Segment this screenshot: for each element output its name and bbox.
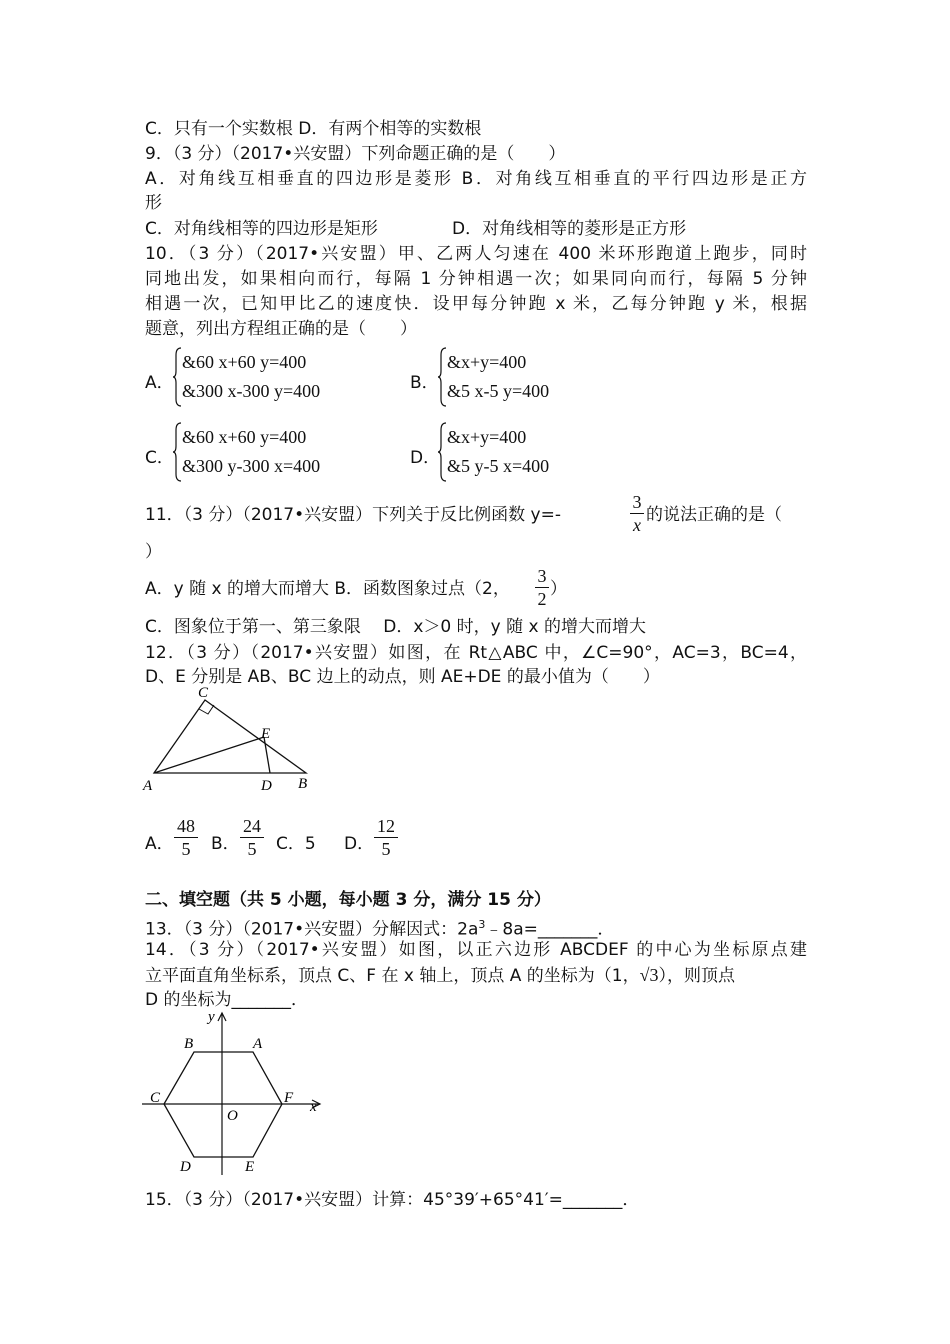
fraction-denominator: 5 xyxy=(181,839,191,859)
fraction-numerator: 3 xyxy=(632,492,642,512)
q14-sqrt3: √3 xyxy=(639,965,659,985)
fraction-denominator: 5 xyxy=(381,839,391,859)
q10-option-c-eq2: &300 y-300 x=400 xyxy=(182,456,321,476)
brace-icon xyxy=(172,422,182,482)
q12-option-c: C．5 xyxy=(276,834,316,854)
label-c: C xyxy=(198,685,209,701)
q10-stem-line4: 题意，列出方程组正确的是（ ） xyxy=(145,319,417,339)
label-a: A xyxy=(143,778,153,794)
q10-option-a-eq1: &60 x+60 y=400 xyxy=(182,352,307,372)
q11-stem-pre: 11．（3 分）（2017•兴安盟）下列关于反比例函数 y=- xyxy=(145,505,561,525)
q12-stem-line2: D、E 分别是 AB、BC 边上的动点，则 AE+DE 的最小值为（ ） xyxy=(145,667,660,687)
triangle-abc xyxy=(154,700,306,773)
q12-option-d-label: D． xyxy=(344,834,375,854)
q13-exponent: 3 xyxy=(478,918,486,931)
section-2-heading: 二、填空题（共 5 小题，每小题 3 分，满分 15 分） xyxy=(145,890,551,910)
q10-stem-line2: 同地出发，如果相向而行，每隔 1 分钟相遇一次；如果同向而行，每隔 5 分钟 xyxy=(145,269,807,289)
fraction-bar xyxy=(374,837,398,838)
q12-option-b-fraction xyxy=(240,816,264,859)
fraction-bar xyxy=(174,837,198,838)
q10-option-d-label: D． xyxy=(410,448,441,468)
brace-icon xyxy=(437,347,447,407)
q12-triangle-figure xyxy=(140,683,320,795)
q11-stem-fraction xyxy=(630,492,644,535)
brace-icon xyxy=(437,422,447,482)
fraction-denominator: 2 xyxy=(537,589,547,609)
q9-options-ab: A．对角线互相垂直的四边形是菱形 B．对角线互相垂直的平行四边形是正方 xyxy=(145,169,807,189)
q9-stem: 9．（3 分）（2017•兴安盟）下列命题正确的是（ ） xyxy=(145,144,566,164)
label-d: D xyxy=(180,1159,191,1175)
label-c: C xyxy=(150,1090,161,1106)
q9-option-c: C．对角线相等的四边形是矩形 xyxy=(145,219,378,239)
segment-de xyxy=(264,737,270,773)
q10-option-b-eq2: &5 x-5 y=400 xyxy=(447,381,550,401)
fraction-denominator: x xyxy=(633,515,641,535)
q12-option-b-label: B． xyxy=(211,834,240,854)
q12-option-d-fraction xyxy=(374,816,398,859)
brace-icon xyxy=(172,347,182,407)
fraction-numerator: 12 xyxy=(377,816,395,836)
fraction-numerator: 48 xyxy=(177,816,195,836)
q11-stem-post: 的说法正确的是（ xyxy=(646,505,782,525)
label-b: B xyxy=(298,776,308,792)
q12-option-a-label: A． xyxy=(145,834,174,854)
label-f: F xyxy=(284,1090,294,1106)
q14-stem-line1: 14．（3 分）（2017•兴安盟）如图，以正六边形 ABCDEF 的中心为坐标原点建 xyxy=(145,940,807,960)
q9-options-ab-wrap: 形 xyxy=(145,193,162,213)
q12-stem-line1: 12．（3 分）（2017•兴安盟）如图，在 Rt△ABC 中，∠C=90°，AC=3，BC=4， xyxy=(145,643,807,663)
q15-text: 15．（3 分）（2017•兴安盟）计算：45°39′+65°41′=_______． xyxy=(145,1190,640,1210)
q10-option-c-eq1: &60 x+60 y=400 xyxy=(182,427,307,447)
q11-option-cd: C．图象位于第一、第三象限 D．x＞0 时，y 随 x 的增大而增大 xyxy=(145,617,646,637)
q10-option-b-eq1: &x+y=400 xyxy=(447,352,527,372)
label-y: y xyxy=(208,1009,215,1025)
fraction-numerator: 24 xyxy=(243,816,261,836)
label-o: O xyxy=(227,1108,238,1124)
q10-stem-line3: 相遇一次，已知甲比乙的速度快．设甲每分钟跑 x 米，乙每分钟跑 y 米，根据 xyxy=(145,294,807,314)
label-d: D xyxy=(261,778,272,794)
q10-option-a-label: A． xyxy=(145,373,174,393)
q11-option-b-fraction xyxy=(535,566,549,609)
label-b: B xyxy=(184,1036,194,1052)
q11-option-ab-post: ） xyxy=(550,579,567,599)
q9-option-d: D．对角线相等的菱形是正方形 xyxy=(452,219,687,239)
label-e: E xyxy=(245,1159,255,1175)
fraction-bar xyxy=(630,513,644,514)
q14-stem-line3: D 的坐标为_______． xyxy=(145,990,308,1010)
q10-option-d-eq1: &x+y=400 xyxy=(447,427,527,447)
q10-stem-line1: 10．（3 分）（2017•兴安盟）甲、乙两人匀速在 400 米环形跑道上跑步，同时 xyxy=(145,244,807,264)
fraction-bar xyxy=(240,837,264,838)
q14-stem-line2 xyxy=(145,964,735,987)
q14-hexagon-figure xyxy=(140,1005,340,1180)
q10-option-d-eq2: &5 y-5 x=400 xyxy=(447,456,550,476)
q11-stem-line2: ） xyxy=(145,542,162,562)
q11-option-ab-pre: A．y 随 x 的增大而增大 B．函数图象过点（2， xyxy=(145,579,510,599)
q13-text xyxy=(145,914,614,941)
q10-option-a-eq2: &300 x-300 y=400 xyxy=(182,381,321,401)
q13-post: ﹣8a=_______． xyxy=(485,919,615,940)
segment-ae xyxy=(154,737,264,773)
q12-option-a-fraction xyxy=(174,816,198,859)
q10-option-b-label: B． xyxy=(410,373,439,393)
fraction-numerator: 3 xyxy=(537,566,547,586)
fraction-denominator: 5 xyxy=(247,839,257,859)
label-e: E xyxy=(261,726,271,742)
fraction-bar xyxy=(535,587,549,588)
q8-option-c: C．只有一个实数根 D．有两个相等的实数根 xyxy=(145,119,482,139)
q14-line2-post: ），则顶点 xyxy=(658,966,735,986)
label-x: x xyxy=(310,1099,317,1115)
q13-pre: 13．（3 分）（2017•兴安盟）分解因式：2a xyxy=(145,919,479,940)
label-a: A xyxy=(253,1036,263,1052)
q14-line2-pre: 立平面直角坐标系，顶点 C、F 在 x 轴上，顶点 A 的坐标为（1， xyxy=(145,966,640,986)
q10-option-c-label: C． xyxy=(145,448,174,468)
